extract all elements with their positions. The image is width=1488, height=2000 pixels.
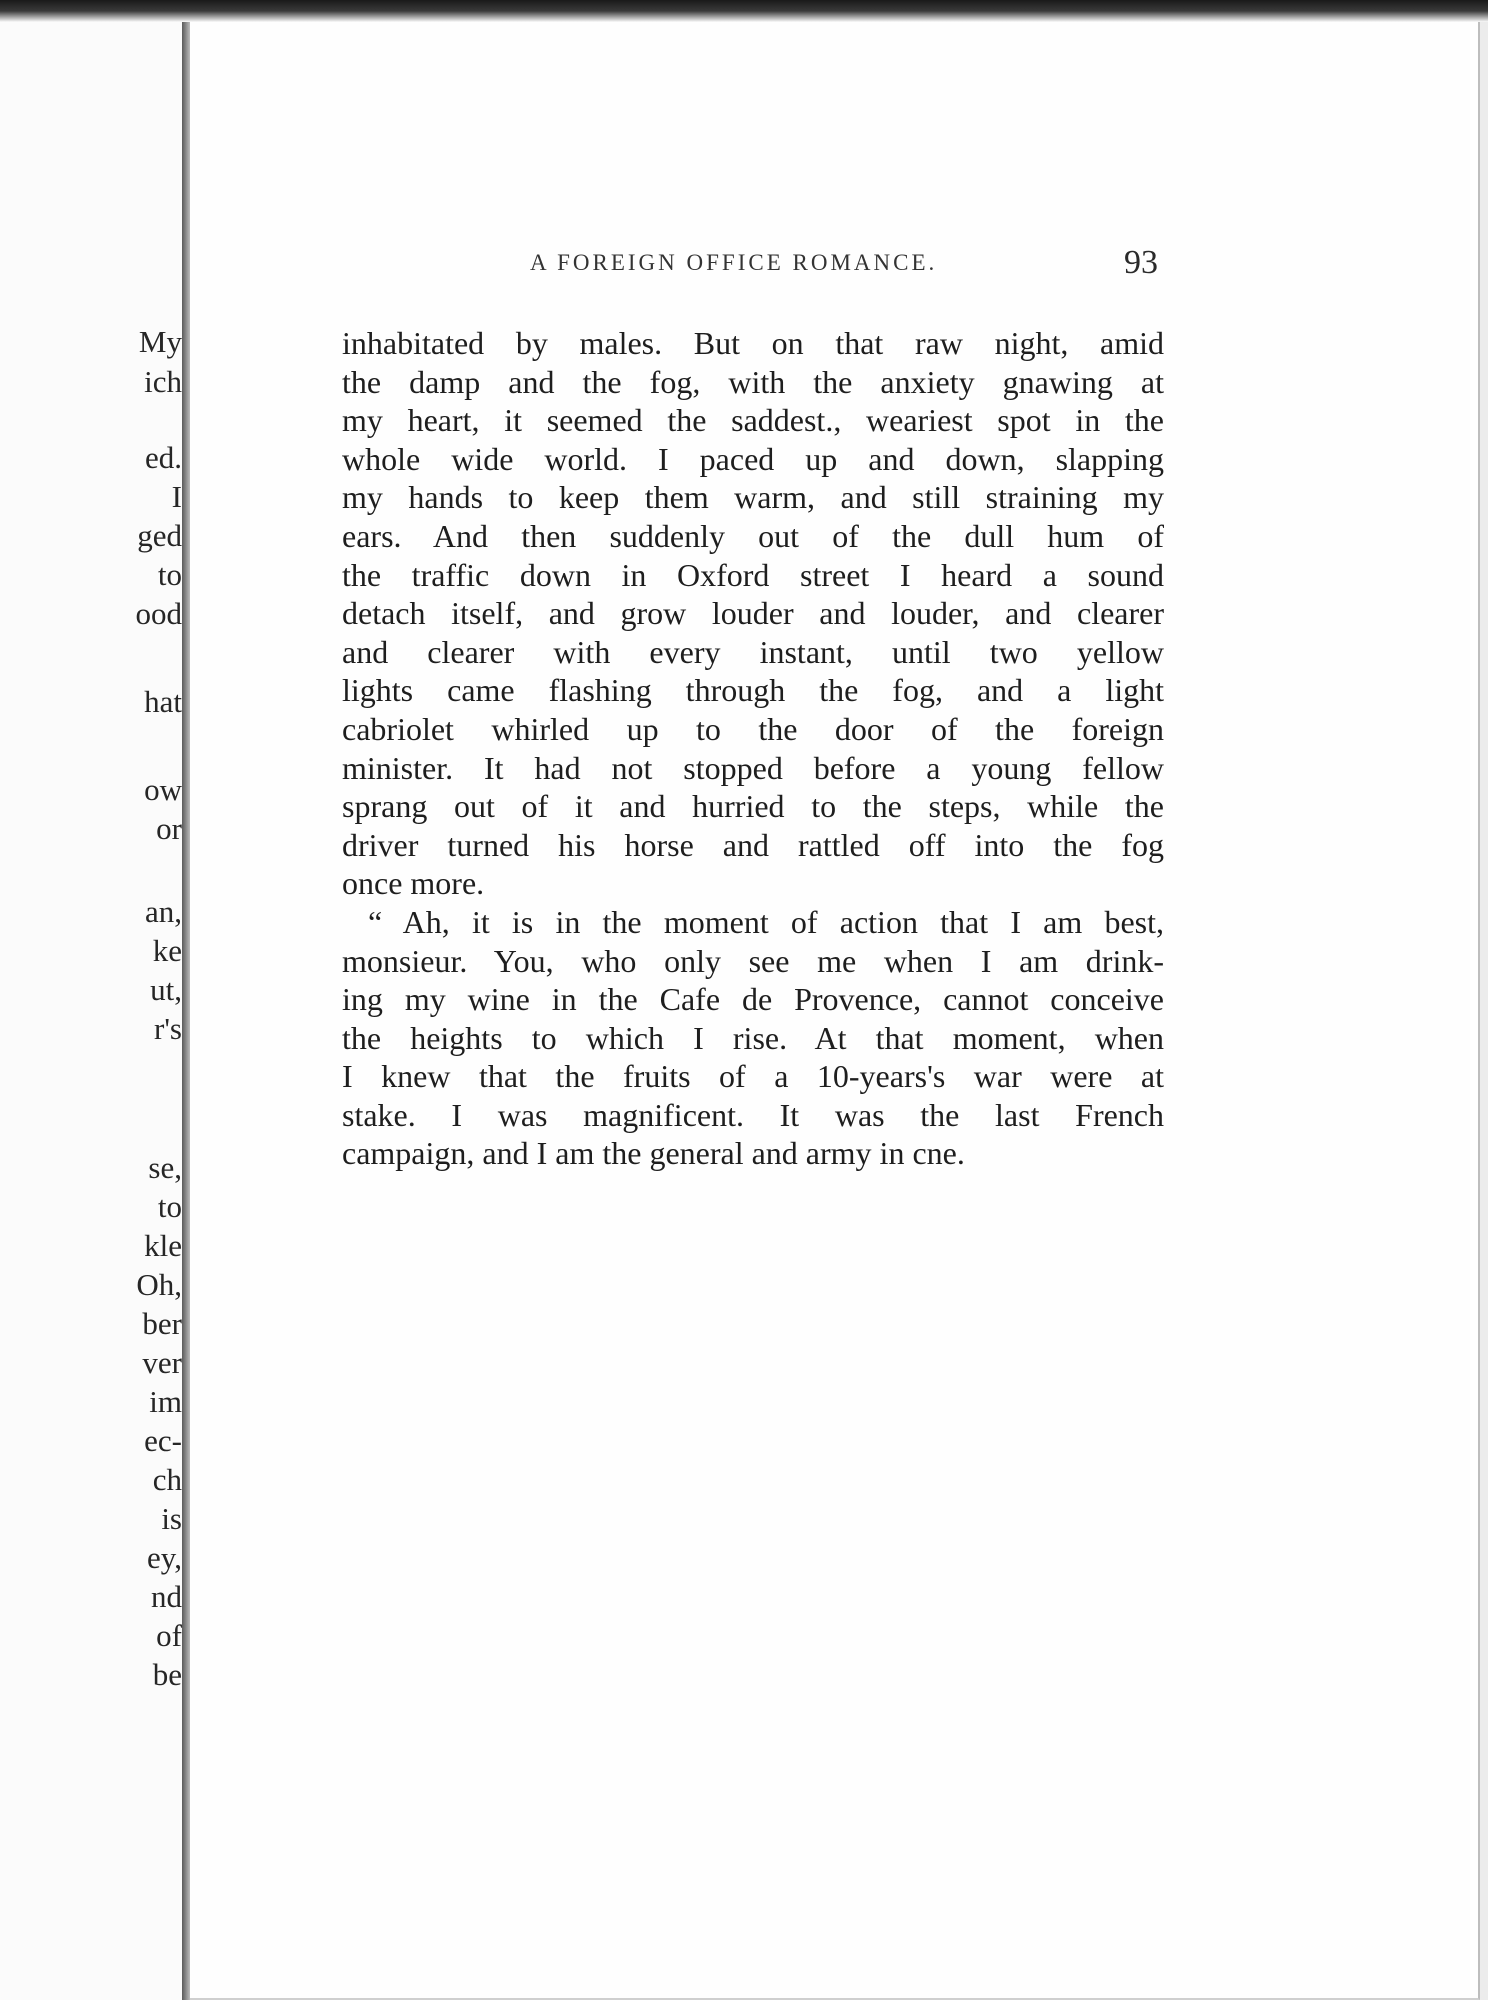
left-page <box>0 22 183 2000</box>
left-page-fragment: ood <box>135 596 182 631</box>
text-line: my hands to keep them warm, and still straining my <box>342 479 1164 516</box>
left-page-fragment: an, <box>144 894 182 929</box>
text-line: whole wide world. I paced up and down, slapping <box>342 440 1164 477</box>
page-number: 93 <box>1124 244 1158 281</box>
text-line: lights came flashing through the fog, and a light <box>342 672 1164 709</box>
paragraph-end-line: campaign, and I am the general and army in cne. <box>342 1135 965 1172</box>
text-line: and clearer with every instant, until two yellow <box>342 633 1164 670</box>
left-page-fragment: of <box>156 1618 182 1653</box>
left-page-fragment: ey, <box>147 1540 182 1575</box>
left-page-fragment: ke <box>152 933 182 968</box>
text-line: ing my wine in the Cafe de Provence, cannot conceive <box>342 981 1164 1018</box>
left-page-fragment: be <box>152 1657 182 1692</box>
text-line: minister. It had not stopped before a young fellow <box>342 749 1164 786</box>
left-page-fragment: ed. <box>144 440 182 475</box>
text-line: the traffic down in Oxford street I heard a sound <box>342 556 1164 593</box>
running-head: A FOREIGN OFFICE ROMANCE. <box>530 250 938 275</box>
left-page-fragment: ch <box>152 1462 182 1497</box>
left-page-fragment: ich <box>144 364 182 399</box>
text-line: driver turned his horse and rattled off into the fog <box>342 826 1164 863</box>
text-line: the heights to which I rise. At that moment, when <box>342 1019 1164 1056</box>
book-gutter <box>182 22 190 2000</box>
text-line: inhabitated by males. But on that raw night, amid <box>342 325 1164 361</box>
left-page-fragment: ut, <box>150 972 182 1007</box>
left-page-fragment: ec- <box>144 1423 182 1458</box>
text-line: my heart, it seemed the saddest., weariest spot in the <box>342 402 1164 439</box>
left-page-fragment: nd <box>151 1579 182 1614</box>
text-line: I knew that the fruits of a 10-years's war were at <box>342 1058 1164 1095</box>
left-page-fragment: r's <box>154 1011 182 1046</box>
left-page-fragment: is <box>161 1501 182 1536</box>
left-page-fragment: ged <box>137 518 182 553</box>
text-line: the damp and the fog, with the anxiety gnawing at <box>342 363 1164 400</box>
left-page-fragment: ber <box>142 1306 182 1341</box>
book-top-shadow <box>0 0 1488 22</box>
left-page-fragment: kle <box>144 1228 182 1263</box>
left-page-fragment: or <box>156 811 182 846</box>
text-line: stake. I was magnificent. It was the last French <box>342 1096 1164 1133</box>
left-page-fragment: im <box>149 1384 182 1419</box>
left-page-fragment: Oh, <box>136 1267 182 1302</box>
text-line: detach itself, and grow louder and louder, and clearer <box>342 595 1164 632</box>
left-page-fragment: ow <box>144 772 182 807</box>
body-text <box>342 324 1164 1173</box>
left-page-fragment: to <box>157 1189 182 1224</box>
left-page-fragment: My <box>138 324 182 359</box>
page-fore-edge <box>1480 22 1488 2000</box>
text-line: ears. And then suddenly out of the dull hum of <box>342 517 1164 554</box>
left-page-fragment: I <box>171 479 182 514</box>
left-page-fragment: to <box>157 557 182 592</box>
paragraph-start-line: “ Ah, it is in the moment of action that I am best, <box>368 903 1164 940</box>
left-page-fragment: hat <box>144 684 182 719</box>
text-line: monsieur. You, who only see me when I am drink- <box>342 942 1164 979</box>
left-page-fragment: se, <box>148 1150 182 1185</box>
left-page-fragment: ver <box>142 1345 182 1380</box>
text-line: cabriolet whirled up to the door of the foreign <box>342 710 1164 747</box>
text-line: sprang out of it and hurried to the steps, while the <box>342 788 1164 825</box>
paragraph-end-line: once more. <box>342 865 485 902</box>
